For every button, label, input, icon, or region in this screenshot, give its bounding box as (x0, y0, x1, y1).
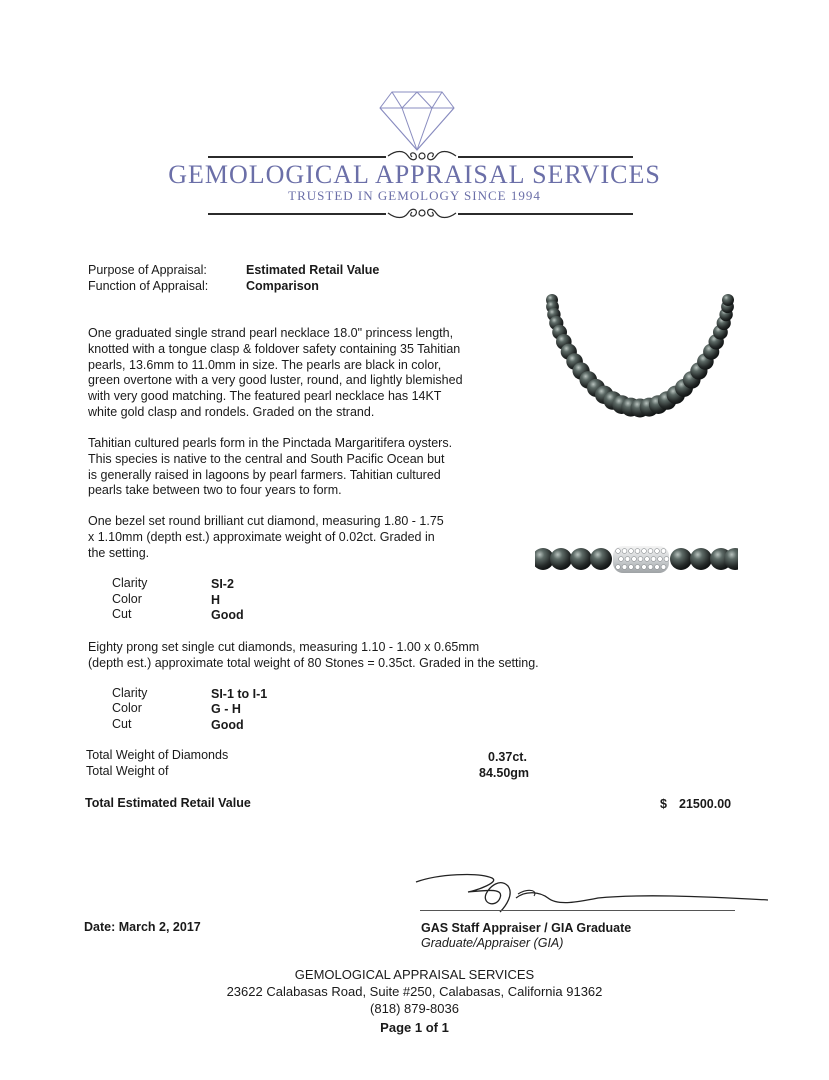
flourish-bottom-icon (386, 205, 458, 221)
text-line: is generally raised in lagoons by pearl farmers. Tahitian cultured (88, 467, 441, 482)
diamond-stone (619, 557, 624, 562)
footer-page-number: Page 1 of 1 (380, 1020, 449, 1035)
appraisal-date: Date: March 2, 2017 (84, 920, 201, 934)
grade2-cut-value: Good (211, 718, 244, 732)
pearl (670, 548, 692, 570)
diamond-stone (632, 557, 637, 562)
grade2-cut-label: Cut (112, 717, 132, 731)
appraiser-signature (408, 868, 768, 920)
pearl (550, 548, 572, 570)
grade1-clarity-value: SI-2 (211, 577, 234, 591)
purpose-label: Purpose of Appraisal: (88, 263, 207, 277)
clasp-closeup-image (535, 538, 738, 580)
total-diamonds-value: 0.37ct. (488, 750, 527, 764)
retail-currency: $ (660, 797, 667, 811)
total-weight-value: 84.50gm (479, 766, 530, 780)
diamond-clasp (613, 546, 669, 573)
grade2-clarity-label: Clarity (112, 686, 148, 700)
total-diamonds-label: Total Weight of Diamonds (86, 748, 229, 762)
diamond-stone (658, 557, 663, 562)
footer-address: 23622 Calabasas Road, Suite #250, Calabasas, California 91362 (226, 984, 603, 999)
diamond-stone (661, 549, 666, 554)
diamond-stone (648, 549, 653, 554)
header-top-rule-right (458, 156, 633, 158)
appraiser-title: GAS Staff Appraiser / GIA Graduate (421, 921, 632, 935)
grade1-color-value: H (211, 593, 221, 607)
header-bottom-rule-right (458, 213, 633, 215)
grade2-color-label: Color (112, 701, 142, 715)
footer-phone: (818) 879-8036 (370, 1001, 459, 1016)
diamond-stone (625, 557, 630, 562)
diamond-stone (651, 557, 656, 562)
text-line: green overtone with a very good luster, round, and lightly blemished (88, 373, 463, 388)
pearl (590, 548, 612, 570)
total-retail-value: 21500.00 (679, 797, 732, 811)
text-line: the setting. (88, 545, 150, 560)
diamond-stone (616, 549, 621, 554)
footer-company: GEMOLOGICAL APPRAISAL SERVICES (294, 967, 535, 982)
text-line: One graduated single strand pearl necklace 18.0" princess length, (88, 326, 454, 340)
diamond-logo-icon (378, 90, 456, 152)
diamond-stone (616, 565, 621, 570)
text-line: Tahitian cultured pearls form in the Pinctada Margaritifera oysters. (88, 436, 453, 450)
text-line: This species is native to the central and South Pacific Ocean but (88, 451, 445, 466)
header-bottom-rule (208, 213, 386, 215)
company-title: GEMOLOGICAL APPRAISAL SERVICES (168, 160, 661, 189)
pearl (690, 548, 712, 570)
text-line: pearls take between two to four years to form. (88, 483, 342, 498)
diamond-stone (635, 549, 640, 554)
text-line: white gold clasp and rondels. Graded on the strand. (88, 404, 375, 419)
pearl-necklace-image (540, 288, 740, 426)
appraiser-subtitle: Graduate/Appraiser (GIA) (421, 936, 564, 950)
grade2-color-value: G - H (211, 702, 241, 716)
text-line: One bezel set round brilliant cut diamond, measuring 1.80 - 1.75 (88, 514, 444, 528)
diamond-stone (629, 565, 634, 570)
diamond-stone (635, 565, 640, 570)
purpose-value: Estimated Retail Value (246, 263, 380, 277)
text-line: (depth est.) approximate total weight of 80 Stones = 0.35ct. Graded in the setting. (88, 655, 539, 670)
company-tagline: TRUSTED IN GEMOLOGY SINCE 1994 (288, 188, 541, 203)
diamond-stone (638, 557, 643, 562)
description-paragraph-1 (88, 326, 463, 421)
total-weight-label: Total Weight of (86, 764, 169, 778)
diamond-stone (622, 565, 627, 570)
function-value: Comparison (246, 279, 319, 293)
diamond-stone (655, 565, 660, 570)
diamond-stone (642, 549, 647, 554)
grade2-clarity-value: SI-1 to I-1 (211, 687, 268, 701)
diamond-stone (642, 565, 647, 570)
diamond-stone (661, 565, 666, 570)
grade1-cut-value: Good (211, 608, 244, 622)
text-line: pearls, 13.6mm to 11.0mm in size. The pearls are black in color, (88, 357, 442, 372)
description-paragraph-4 (88, 640, 539, 672)
description-paragraph-3 (88, 514, 444, 561)
text-line: knotted with a tongue clasp & foldover safety containing 35 Tahitian (88, 341, 461, 356)
diamond-stone (645, 557, 650, 562)
text-line: Eighty prong set single cut diamonds, measuring 1.10 - 1.00 x 0.65mm (88, 640, 480, 654)
text-line: with very good matching. The featured pearl necklace has 14KT (88, 389, 442, 404)
diamond-stone (655, 549, 660, 554)
grade1-cut-label: Cut (112, 607, 132, 621)
grade1-clarity-label: Clarity (112, 576, 148, 590)
description-paragraph-2 (88, 436, 452, 499)
total-retail-label: Total Estimated Retail Value (85, 796, 251, 810)
diamond-stone (629, 549, 634, 554)
function-label: Function of Appraisal: (88, 279, 209, 293)
text-line: x 1.10mm (depth est.) approximate weight of 0.02ct. Graded in (88, 529, 435, 544)
diamond-stone (664, 557, 669, 562)
signature-line (420, 910, 735, 911)
grade1-color-label: Color (112, 592, 142, 606)
header-top-rule (208, 156, 386, 158)
diamond-stone (648, 565, 653, 570)
diamond-stone (622, 549, 627, 554)
pearl (570, 548, 592, 570)
pearl (722, 294, 734, 306)
